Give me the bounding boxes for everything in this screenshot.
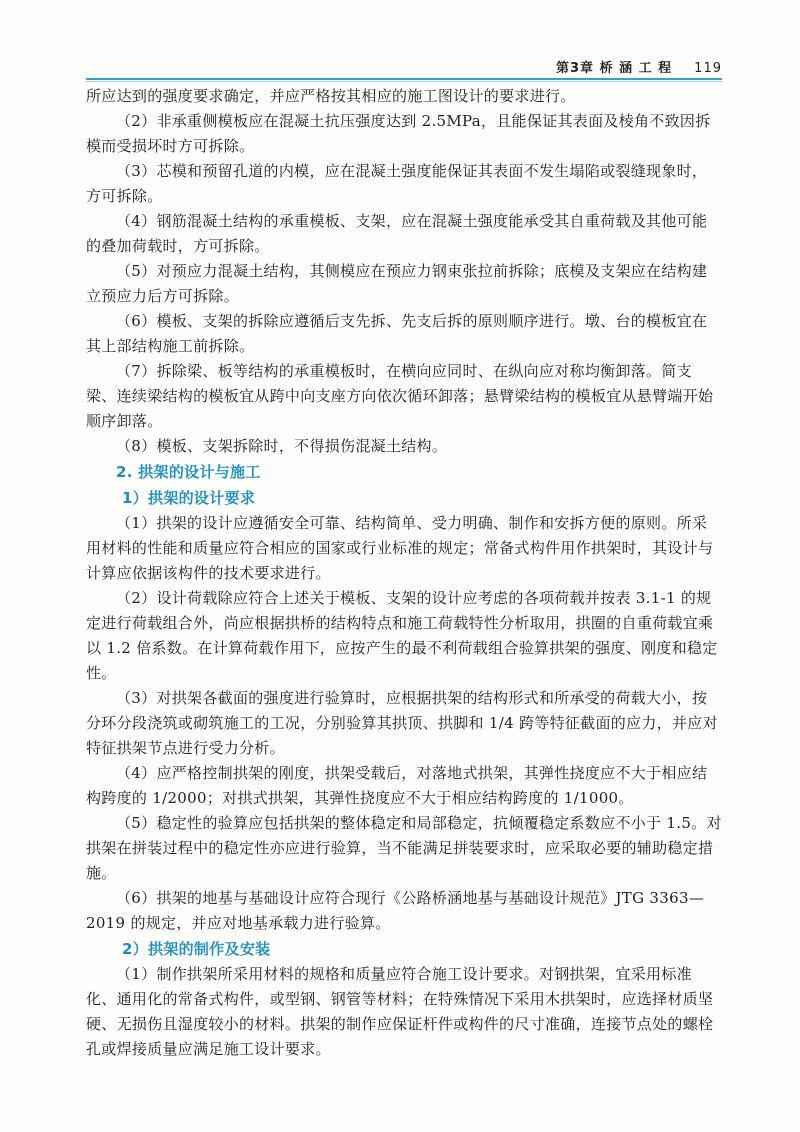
paragraph: （4）应严格控制拱架的刚度，拱架受载后，对落地式拱架，其弹性挠度应不大于相应结构跨度的 1/2000；对拱式拱架，其弹性挠度应不大于相应结构跨度的 1/1000。 [86,764,708,807]
paragraph: （5）对预应力混凝土结构，其侧模应在预应力钢束张拉前拆除；底模及支架应在结构建立预应力后方可拆除。 [86,262,708,305]
page-number: 119 [694,61,722,76]
subsection-heading: 1）拱架的设计要求 [122,489,256,507]
chapter-title: 第3章 桥 涵 工 程 [556,61,673,76]
paragraph: （6）拱架的地基与基础设计应符合现行《公路桥涵地基与基础设计规范》JTG 3363—2019 的规定，并应对地基承载力进行验算。 [86,889,705,932]
section-heading: 2. 拱架的设计与施工 [116,463,261,481]
paragraph: （6）模板、支架的拆除应遵循后支先拆、先支后拆的原则顺序进行。墩、台的模板宜在其上部结构施工前拆除。 [86,312,708,355]
running-head [556,57,722,76]
page-header [86,52,722,80]
paragraph: （2）非承重侧模板应在混凝土抗压强度达到 2.5MPa，且能保证其表面及棱角不致因拆模而受损坏时方可拆除。 [86,112,711,155]
paragraph: （4）钢筋混凝土结构的承重模板、支架，应在混凝土强度能承受其自重荷载及其他可能的叠加荷载时，方可拆除。 [86,212,708,255]
paragraph: 所应达到的强度要求确定，并应严格按其相应的施工图设计的要求进行。 [86,87,576,105]
paragraph: （5）稳定性的验算应包括拱架的整体稳定和局部稳定，抗倾覆稳定系数应不小于 1.5。对拱架在拼装过程中的稳定性亦应进行验算，当不能满足拼装要求时，应采取必要的辅助稳定措施。 [86,814,722,882]
page-body [86,84,722,1062]
paragraph: （3）对拱架各截面的强度进行验算时，应根据拱架的结构形式和所承受的荷载大小，按分环分段浇筑或砌筑施工的工况，分别验算其拱顶、拱脚和 1/4 跨等特征截面的应力，并应对特征拱架节点进行受力分析。 [86,689,718,757]
paragraph: （8）模板、支架拆除时，不得损伤混凝土结构。 [116,437,448,455]
subsection-heading: 2）拱架的制作及安装 [122,940,271,958]
paragraph: （1）拱架的设计应遵循安全可靠、结构简单、受力明确、制作和安拆方便的原则。所采用材料的性能和质量应符合相应的国家或行业标准的规定；常备式构件用作拱架时，其设计与计算应依据该构件的技术要求进行。 [86,514,714,582]
paragraph: （2）设计荷载除应符合上述关于模板、支架的设计应考虑的各项荷载并按表 3.1-1 的规定进行荷载组合外，尚应根据拱桥的结构特点和施工荷载特性分析取用，拱圈的自重荷载宜乘以 1.2 倍系数。在计算荷载作用下，应按产生的最不利荷载组合验算拱架的强度、刚度和稳定性。 [86,589,718,682]
header-rule-light [86,81,722,82]
paragraph: （1）制作拱架所采用材料的规格和质量应符合施工设计要求。对钢拱架，宜采用标准化、通用化的常备式构件，或型钢、钢管等材料；在特殊情况下采用木拱架时，应选择材质坚硬、无损伤且湿度较小的材料。拱架的制作应保证杆件或构件的尺寸准确，连接节点处的螺栓孔或焊接质量应满足施工设计要求。 [86,965,714,1058]
paragraph: （7）拆除梁、板等结构的承重模板时，在横向应同时、在纵向应对称均衡卸落。简支梁、连续梁结构的模板宜从跨中向支座方向依次循环卸落；悬臂梁结构的模板宜从悬臂端开始顺序卸落。 [86,362,714,430]
header-rule [86,78,722,80]
paragraph: （3）芯模和预留孔道的内模，应在混凝土强度能保证其表面不发生塌陷或裂缝现象时，方可拆除。 [86,162,708,205]
